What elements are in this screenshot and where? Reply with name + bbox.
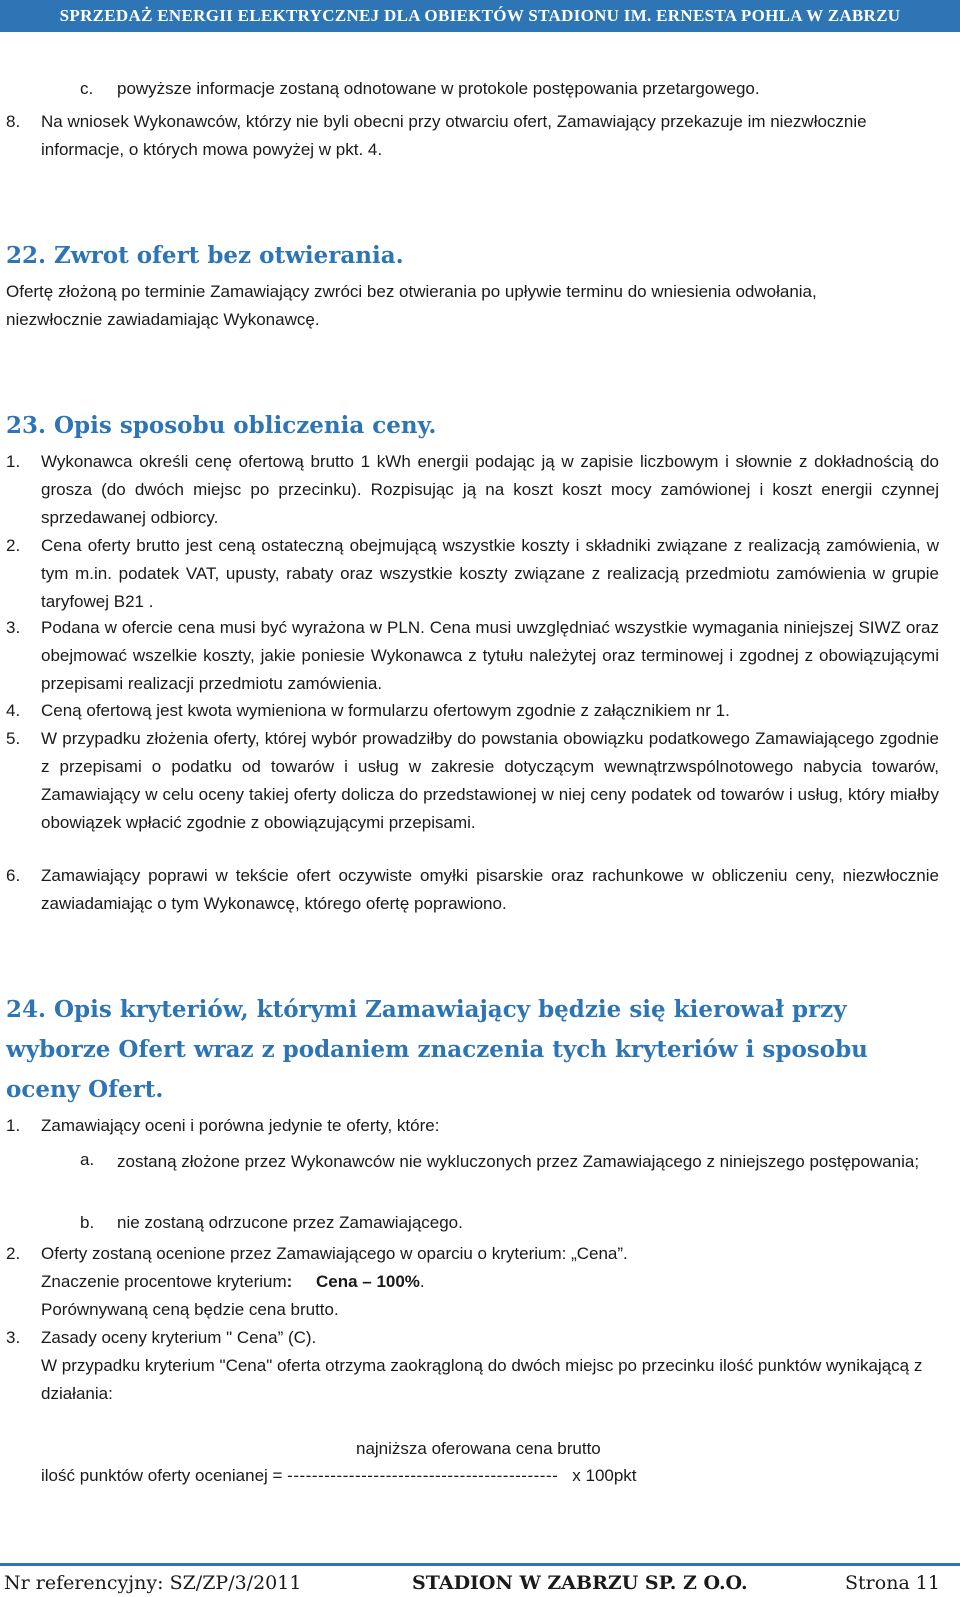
s24-item-3-line2: W przypadku kryterium "Cena" oferta otrzyma zaokrągloną do dwóch miejsc po przecinku ilość punktów wynikającą z działania:	[41, 1356, 923, 1403]
s23-item-1-label: 1.	[6, 452, 21, 471]
s24-item-2-line1: Oferty zostaną ocenione przez Zamawiającego w oparciu o kryterium: „Cena”.	[41, 1244, 628, 1263]
s24-item-3-label: 3.	[6, 1328, 21, 1347]
footer-divider	[0, 1563, 960, 1566]
s24-sub-a-label: a.	[80, 1150, 95, 1169]
s23-item-4-label: 4.	[6, 701, 21, 720]
criterion-weight-label: Znaczenie procentowe kryterium	[41, 1272, 287, 1291]
criterion-weight-value: Cena – 100%	[315, 1272, 420, 1291]
footer-page-number: Strona 11	[845, 1572, 940, 1594]
page-header: SPRZEDAŻ ENERGII ELEKTRYCZNEJ DLA OBIEKTÓW STADIONU IM. ERNESTA POHLA W ZABRZU	[0, 0, 960, 32]
criterion-colon: :	[286, 1272, 293, 1291]
formula-divider: --------------------------------------------	[287, 1466, 559, 1485]
s24-item-2-line2	[41, 1268, 939, 1296]
section-22-heading: 22. Zwrot ofert bez otwierania.	[6, 242, 404, 269]
s24-item-1-text: Zamawiający oceni i porówna jedynie te oferty, które:	[41, 1116, 440, 1135]
s24-sub-a-text: zostaną złożone przez Wykonawców nie wykluczonych przez Zamawiającego z niniejszego postępowania;	[117, 1152, 920, 1171]
s23-item-3-label: 3.	[6, 618, 21, 637]
s23-item-2-label: 2.	[6, 536, 21, 555]
s24-sub-b-label: b.	[80, 1213, 95, 1232]
s23-item-4-text: Ceną ofertową jest kwota wymieniona w formularzu ofertowym zgodnie z załącznikiem nr 1.	[41, 701, 730, 720]
s23-item-6-label: 6.	[6, 866, 21, 885]
list-item-8-text: Na wniosek Wykonawców, którzy nie byli obecni przy otwarciu ofert, Zamawiający przekazuje im niezwłocznie informacje, o których mowa powyżej w pkt. 4.	[41, 112, 867, 159]
formula-line	[41, 1462, 637, 1490]
s24-item-2-line3: Porównywaną ceną będzie cena brutto.	[41, 1300, 339, 1319]
s23-item-2-text: Cena oferty brutto jest ceną ostateczną obejmującą wszystkie koszty i składniki związane z realizacją zamówienia, w tym m.in. podatek VAT, upusty, rabaty oraz wszystkie koszty związane z realizacją przedmiotu zamówienia w grupie taryfowej B21 .	[41, 536, 939, 611]
s24-item-1-label: 1.	[6, 1116, 21, 1135]
s23-item-3-text: Podana w ofercie cena musi być wyrażona w PLN. Cena musi uwzględniać wszystkie wymagania niniejszej SIWZ oraz obejmować wszelkie koszty, jakie poniesie Wykonawca z tytułu należytej oraz terminowej i zgodnej z obowiązującymi przepisami realizacji przedmiotu zamówienia.	[41, 618, 939, 693]
criterion-dot: .	[419, 1272, 425, 1291]
footer-company: STADION W ZABRZU SP. Z O.O.	[412, 1572, 748, 1594]
s24-item-3-line1: Zasady oceny kryterium " Cena” (C).	[41, 1328, 317, 1347]
section-24-heading: 24. Opis kryteriów, którymi Zamawiający będzie się kierował przy wyborze Ofert wraz z podaniem znaczenia tych kryteriów i sposobu oceny Ofert.	[6, 996, 868, 1103]
s23-item-1-text: Wykonawca określi cenę ofertową brutto 1 kWh energii podając ją w zapisie liczbowym i słownie z dokładnością do grosza (do dwóch miejsc po przecinku). Rozpisując ją na koszt koszt mocy zamówionej i koszt energii czynnej sprzedawanej odbiorcy.	[41, 452, 939, 527]
s24-item-2-label: 2.	[6, 1244, 21, 1263]
s23-item-6-text: Zamawiający poprawi w tekście ofert oczywiste omyłki pisarskie oraz rachunkowe w obliczeniu ceny, niezwłocznie zawiadamiając o tym Wykonawcę, którego ofertę poprawiono.	[41, 866, 939, 913]
list-item-c-text: powyższe informacje zostaną odnotowane w protokole postępowania przetargowego.	[117, 79, 760, 98]
formula-left: ilość punktów oferty ocenianej =	[41, 1466, 288, 1485]
section-23-heading: 23. Opis sposobu obliczenia ceny.	[6, 412, 437, 439]
formula-numerator: najniższa oferowana cena brutto	[356, 1439, 601, 1458]
s23-item-5-text: W przypadku złożenia oferty, której wybór prowadziłby do powstania obowiązku podatkowego Zamawiającego zgodnie z przepisami o podatku od towarów i usług w zakresie dotyczącym wewnątrzwspólnotowego nabycia towarów, Zamawiający w celu oceny takiej oferty dolicza do przedstawionej w niej ceny podatek od towarów i usług, który miałby obowiązek wpłacić zgodnie z obowiązującymi przepisami.	[41, 729, 939, 832]
s24-sub-b-text: nie zostaną odrzucone przez Zamawiającego.	[117, 1213, 463, 1232]
footer-reference: Nr referencyjny: SZ/ZP/3/2011	[4, 1572, 302, 1594]
s23-item-5-label: 5.	[6, 729, 21, 748]
list-label-8: 8.	[6, 112, 21, 131]
section-22-text: Ofertę złożoną po terminie Zamawiający zwróci bez otwierania po upływie terminu do wniesienia odwołania, niezwłocznie zawiadamiając Wykonawcę.	[6, 282, 817, 329]
list-label-c: c.	[80, 79, 94, 98]
formula-right: x 100pkt	[572, 1466, 637, 1485]
